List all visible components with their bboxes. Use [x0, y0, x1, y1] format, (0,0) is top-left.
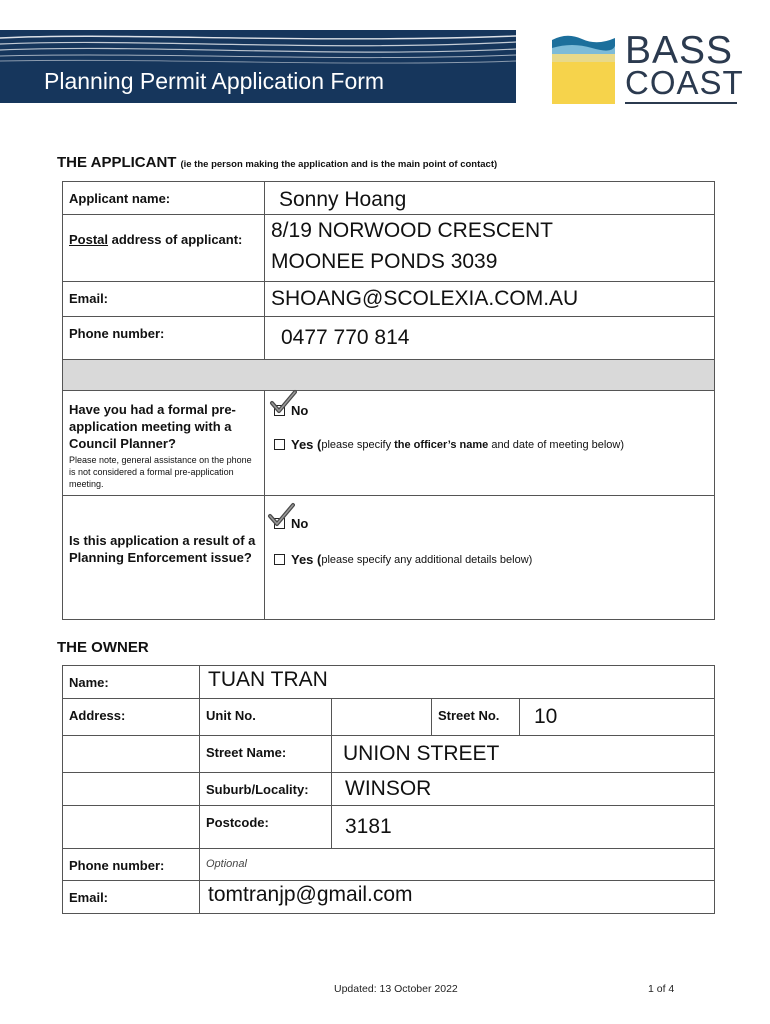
bass-coast-logo [552, 30, 742, 106]
pre-application-row [63, 391, 715, 496]
street-no-value: 10 [534, 705, 558, 728]
suburb-value: WINSOR [345, 777, 432, 800]
empty-cell [63, 736, 200, 773]
postcode-row [63, 806, 715, 849]
logo-mark-icon [552, 30, 615, 104]
yes-detail-c: and date of meeting below) [488, 438, 625, 451]
empty-cell [63, 806, 200, 849]
street-name-label: Street Name: [200, 736, 332, 773]
applicant-name-row [63, 182, 715, 215]
pre-application-yes-option[interactable] [274, 437, 624, 452]
postal-label-rest: address of applicant: [108, 232, 243, 247]
owner-name-value: TUAN TRAN [208, 668, 328, 691]
unit-no-label: Unit No. [200, 699, 332, 736]
page-title: Planning Permit Application Form [44, 68, 385, 94]
owner-table [62, 665, 715, 914]
checkmark-icon [267, 502, 295, 528]
applicant-table [62, 181, 715, 620]
postcode-field[interactable] [332, 806, 715, 849]
logo-text-coast: COAST [625, 64, 744, 101]
pre-application-question-text: Have you had a formal pre-application meeting with a Council Planner? [69, 402, 236, 451]
enforcement-no-label: No [291, 516, 309, 531]
applicant-email-value: SHOANG@SCOLEXIA.COM.AU [271, 287, 579, 310]
applicant-phone-value: 0477 770 814 [281, 326, 410, 349]
applicant-email-label: Email: [63, 282, 265, 317]
enforcement-yes-checkbox[interactable] [274, 554, 285, 565]
applicant-name-label: Applicant name: [63, 182, 265, 215]
enforcement-yes-detail: please specify any additional details below) [321, 553, 533, 566]
applicant-email-row [63, 282, 715, 317]
applicant-name-field[interactable] [265, 182, 715, 215]
owner-email-value: tomtranjp@gmail.com [208, 883, 413, 906]
yes-detail-a: please specify [321, 438, 395, 451]
pre-application-options [265, 391, 715, 496]
owner-phone-row [63, 849, 715, 881]
applicant-heading [57, 154, 497, 171]
applicant-phone-row [63, 317, 715, 360]
owner-email-field[interactable] [200, 881, 715, 914]
shaded-divider [63, 360, 715, 391]
postcode-value: 3181 [345, 815, 392, 838]
pre-application-yes-detail [321, 439, 624, 451]
logo-underline [625, 102, 737, 104]
applicant-phone-field[interactable] [265, 317, 715, 360]
applicant-heading-text: THE APPLICANT [57, 154, 177, 171]
applicant-postal-line1: 8/19 NORWOOD CRESCENT [271, 219, 553, 242]
street-no-field[interactable] [520, 699, 715, 736]
applicant-heading-note: (ie the person making the application and is the main point of contact) [180, 159, 498, 170]
applicant-postal-field[interactable] [265, 215, 715, 282]
applicant-name-value: Sonny Hoang [279, 188, 407, 211]
shaded-divider-row [63, 360, 715, 391]
owner-email-label: Email: [63, 881, 200, 914]
checkmark-icon [269, 389, 297, 415]
enforcement-row [63, 496, 715, 620]
owner-address-row [63, 699, 715, 736]
pre-application-yes-checkbox[interactable] [274, 439, 285, 450]
owner-phone-label: Phone number: [63, 849, 200, 881]
owner-address-label: Address: [63, 699, 200, 736]
postal-underlined: Postal [69, 232, 109, 247]
suburb-label: Suburb/Locality: [200, 773, 332, 806]
owner-name-label: Name: [63, 666, 200, 699]
empty-cell [63, 773, 200, 806]
pre-application-question [63, 391, 265, 496]
postcode-label: Postcode: [200, 806, 332, 849]
applicant-postal-line2: MOONEE PONDS 3039 [271, 250, 498, 273]
street-name-row [63, 736, 715, 773]
footer-page-number: 1 of 4 [648, 983, 675, 995]
street-name-field[interactable] [332, 736, 715, 773]
footer-updated: Updated: 13 October 2022 [334, 983, 458, 995]
yes-detail-officer: the officer’s name [394, 438, 489, 451]
owner-name-row [63, 666, 715, 699]
applicant-postal-row [63, 215, 715, 282]
pre-application-yes-label: Yes ( [291, 437, 322, 452]
enforcement-yes-option[interactable] [274, 552, 532, 567]
owner-heading: THE OWNER [57, 639, 149, 656]
enforcement-yes-label: Yes ( [291, 552, 322, 567]
street-no-label: Street No. [432, 699, 520, 736]
pre-application-no-label: No [291, 403, 309, 418]
street-name-value: UNION STREET [343, 742, 500, 765]
enforcement-question: Is this application a result of a Planning Enforcement issue? [63, 496, 265, 620]
applicant-phone-label: Phone number: [63, 317, 265, 360]
owner-phone-field[interactable] [200, 849, 715, 881]
pre-application-note: Please note, general assistance on the phone is not considered a formal pre-application meeting. [69, 455, 252, 489]
applicant-postal-label [63, 215, 265, 282]
banner-stripes [0, 30, 516, 70]
logo-text-bass: BASS [625, 29, 734, 72]
suburb-field[interactable] [332, 773, 715, 806]
owner-phone-placeholder: Optional [206, 858, 247, 870]
applicant-email-field[interactable] [265, 282, 715, 317]
enforcement-options [265, 496, 715, 620]
owner-email-row [63, 881, 715, 914]
unit-no-field[interactable] [332, 699, 432, 736]
owner-name-field[interactable] [200, 666, 715, 699]
suburb-row [63, 773, 715, 806]
